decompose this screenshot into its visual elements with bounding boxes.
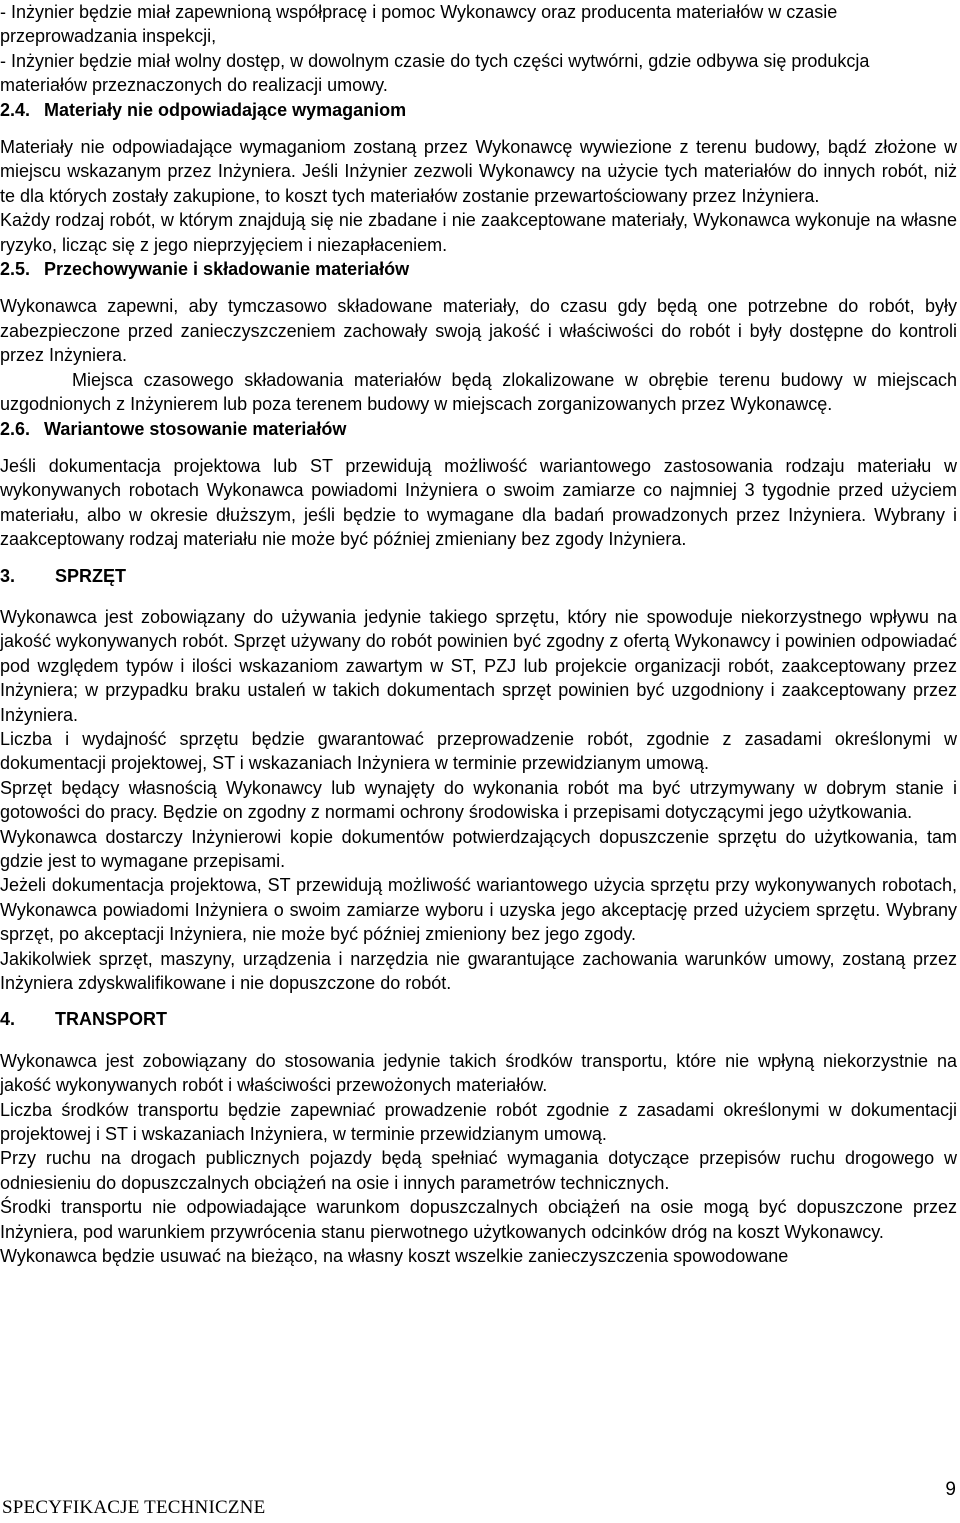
section-number: 2.6. xyxy=(0,418,31,439)
section-title: Wariantowe stosowanie materiałów xyxy=(44,418,347,439)
section-2-6-heading xyxy=(0,417,957,441)
footer-label: SPECYFIKACJE TECHNICZNE xyxy=(2,1497,266,1518)
paragraph: Liczba i wydajność sprzętu będzie gwarantować przeprowadzenie robót, zgodnie z zasadami określonymi w dokumentacji projektowej, ST i wskazaniach Inżyniera w terminie przewidzianym umową. xyxy=(0,728,957,774)
chapter-number: 4. xyxy=(0,1009,16,1030)
paragraph: Wykonawca jest zobowiązany do stosowania jedynie takich środków transportu, które nie wpłyną niekorzystnie na jakość wykonywanych robót i właściwości przewożonych materiałów. xyxy=(0,1050,957,1096)
paragraph: Sprzęt będący własnością Wykonawcy lub wynajęty do wykonania robót ma być utrzymywany w dobrym stanie i gotowości do pracy. Będzie on zgodny z normami ochrony środowiska i przepisami dotyczącymi jego użytkowania. xyxy=(0,777,957,823)
paragraph: Środki transportu nie odpowiadające warunkom dopuszczalnych obciążeń na osie mogą być dopuszczone przez Inżyniera, pod warunkiem przywrócenia stanu pierwotnego użytkowanych odcinków dróg na koszt Wykonawcy. xyxy=(0,1197,957,1242)
paragraph: Przy ruchu na drogach publicznych pojazdy będą spełniać wymagania dotyczące przepisów ruchu drogowego w odniesieniu do dopuszczalnych obciążeń na osie i innych parametrów technicznych. xyxy=(0,1148,957,1193)
section-2-4-heading xyxy=(0,98,957,122)
chapter-title: TRANSPORT xyxy=(55,1009,167,1030)
intro-bullet-1: - Inżynier będzie miał zapewnioną współpracę i pomoc Wykonawcy oraz producenta materiałów w czasie przeprowadzania inspekcji, xyxy=(0,2,838,47)
section-number: 2.4. xyxy=(0,99,31,120)
paragraph: Jeśli dokumentacja projektowa lub ST przewidują możliwość wariantowego zastosowania rodzaju materiału w wykonywanych robotach Wykonawca powiadomi Inżyniera o swoim zamiarze co najmniej 3 tygodnie przed użyciem materiału, albo w okresie dłuższym, jeśli będzie to wymagane dla badań prowadzonych przez Inżyniera. Wybrany i zaakceptowany rodzaj materiału nie może być później zmieniany bez zgody Inżyniera. xyxy=(0,455,957,550)
paragraph: Wykonawca jest zobowiązany do używania jedynie takiego sprzętu, który nie spowoduje niekorzystnego wpływu na jakość wykonywanych robót. Sprzęt używany do robót powinien być zgodny z ofertą Wykonawcy i powinien odpowiadać pod względem typów i ilości wskazaniom zawartym w ST, PZJ lub projekcie organizacji robót, zaakceptowany przez Inżyniera; w przypadku braku ustaleń w takich dokumentach sprzęt powinien być uzgodniony i zaakceptowany przez Inżyniera. xyxy=(0,606,957,725)
chapter-number: 3. xyxy=(0,565,16,586)
section-number: 2.5. xyxy=(0,259,31,280)
page-number: 9 xyxy=(945,1479,956,1500)
paragraph: Jakikolwiek sprzęt, maszyny, urządzenia i narzędzia nie gwarantujące zachowania warunków umowy, zostaną przez Inżyniera zdyskwalifikowane i nie dopuszczone do robót. xyxy=(0,948,957,994)
section-title: Przechowywanie i składowanie materiałów xyxy=(44,259,410,280)
paragraph: Materiały nie odpowiadające wymaganiom zostaną przez Wykonawcę wywiezione z terenu budowy, bądź złożone w miejscu wskazanym przez Inżyniera. Jeśli Inżynier zezwoli Wykonawcy na użycie tych materiałów do innych robót, niż te dla których zostały zakupione, to koszt tych materiałów zostanie przewartościowany przez Inżyniera. xyxy=(0,137,957,206)
paragraph: Wykonawca będzie usuwać na bieżąco, na własny koszt wszelkie zanieczyszczenia spowodowane xyxy=(0,1246,789,1267)
paragraph: Wykonawca zapewni, aby tymczasowo składowane materiały, do czasu gdy będą one potrzebne do robót, były zabezpieczone przed zanieczyszczeniem zachowały swoją jakość i właściwości do robót i były dostępne do kontroli przez Inżyniera. xyxy=(0,296,957,366)
paragraph: Miejsca czasowego składowania materiałów będą zlokalizowane w obrębie terenu budowy w miejscach uzgodnionych z Inżynierem lub poza terenem budowy w miejscach zorganizowanych przez Wykonawcę. xyxy=(0,369,957,415)
section-title: Materiały nie odpowiadające wymaganiom xyxy=(44,99,407,120)
section-2-5-heading xyxy=(0,257,957,281)
paragraph: Jeżeli dokumentacja projektowa, ST przewidują możliwość wariantowego użycia sprzętu przy wykonywanych robotach, Wykonawca powiadomi Inżyniera o swoim zamiarze wyboru i uzyska jego akceptację przed użyciem sprzętu. Wybrany sprzęt, po akceptacji Inżyniera, nie może być później zmieniony bez jego zgody. xyxy=(0,875,957,945)
paragraph: Liczba środków transportu będzie zapewniać prowadzenie robót zgodnie z zasadami określonymi w dokumentacji projektowej i ST i wskazaniach Inżyniera, w terminie przewidzianym umową. xyxy=(0,1099,957,1145)
intro-bullet-2: - Inżynier będzie miał wolny dostęp, w dowolnym czasie do tych części wytwórni, gdzie odbywa się produkcja materiałów przeznaczonych do realizacji umowy. xyxy=(0,50,870,96)
paragraph: Każdy rodzaj robót, w którym znajdują się nie zbadane i nie zaakceptowane materiały, Wykonawca wykonuje na własne ryzyko, licząc się z jego nieprzyjęciem i niezapłaceniem. xyxy=(0,210,957,255)
chapter-4-heading xyxy=(0,1007,957,1031)
paragraph: Wykonawca dostarczy Inżynierowi kopie dokumentów potwierdzających dopuszczenie sprzętu do użytkowania, tam gdzie jest to wymagane przepisami. xyxy=(0,826,957,871)
chapter-3-heading xyxy=(0,564,957,588)
chapter-title: SPRZĘT xyxy=(55,565,127,586)
